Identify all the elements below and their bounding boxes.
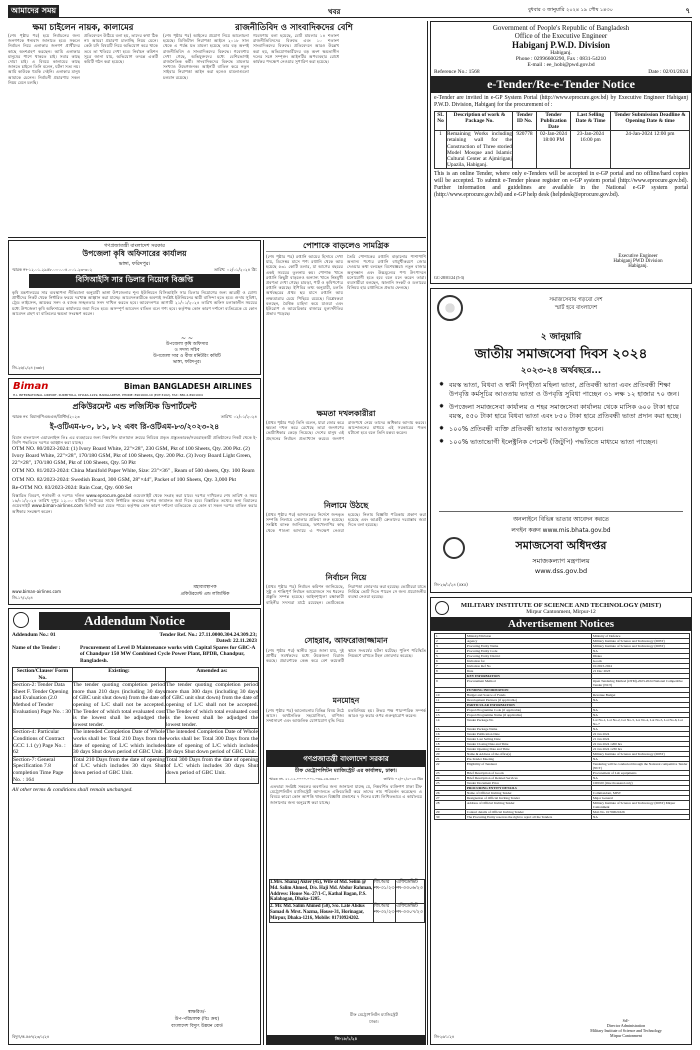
etender-cell: 920778: [513, 131, 537, 169]
body-kalam-2: প্রতিবেদনে উঠিয়ে বলা হয়, তাদের কথা ঠিক না। আমরা প্রচারণা চালাচ্ছি নিয়ম মেনে। কেউ যদি বিষয়টি নিয়ে অভিযোগ করে থাকে তবে তা খতিয়ে দেখা হবে। নির্বাচন কমিশন সূত্রে জানা যায়, অভিযোগ তদন্তে একটি কমিটি গঠন করা হয়েছে।: [84, 33, 158, 65]
mist-cell: 20: [435, 752, 466, 757]
mist-cell: 19: [435, 747, 466, 752]
court-notice: [266, 750, 426, 1045]
addendum-no: Addendum No.: 01: [12, 632, 56, 638]
addendum-table: [12, 667, 259, 784]
mist-cell: NA: [591, 757, 689, 762]
etender-head-sl: SL No: [435, 111, 447, 131]
mist-cell: Invitation Ref No: [465, 664, 591, 669]
addendum-cell: Section-7: General Specification 7.8 completion Time Page No. : 164: [13, 756, 73, 783]
bisc-signer3: উপজেলা সার ও বীজ মনিটরিং কমিটি: [153, 354, 221, 359]
mist-cell: Tender Opening Date and Time: [465, 747, 591, 752]
etender-cell: 23-Jan-2024 16:00 pm: [571, 131, 611, 169]
mist-cell: Military Institute of Science and Technology (MIST): [591, 639, 689, 644]
mist-cell: 11: [435, 698, 466, 703]
social-code: জি-২৬/১/২৪ (৫x৫): [434, 582, 468, 587]
court-gov: গণপ্রজাতন্ত্রী বাংলাদেশ সরকার: [267, 751, 425, 767]
addendum-head-existing: Existing:: [73, 668, 166, 682]
addendum-cell: Section-2: Tender Data Sheet F. Tender Opening and Evaluation (2.0 Method of Tender Evaluation) Page No. : 30: [13, 682, 73, 729]
col2-garments: [266, 240, 426, 406]
mist-cell: Name of Official Inviting Tender: [465, 791, 591, 796]
headline-garments: পোশাকে বাড়লেও সামগ্রিক: [266, 240, 426, 252]
mist-cell: 4: [435, 649, 466, 654]
court-cell: এফিডেভিট নং-৩৩০৭/২৩: [396, 904, 425, 922]
biman-tender-line: ই-ওটিএম-৮০, ৮১, ৮২ এবং রি-ওটিএম-৮৩/২০২৩-২৪: [49, 422, 220, 431]
table-row: [13, 756, 259, 783]
court-cell: এফিডেভিট নং-৩৩০৬/২৩: [396, 880, 425, 904]
mist-cell: 15: [435, 727, 466, 732]
mist-cell: 1: [435, 634, 466, 639]
etender-sign-block: [593, 254, 683, 269]
mist-cell: 1000.00 (One thousand only): [591, 781, 689, 786]
etender-head-sell: Last Selling Date & Time: [571, 111, 611, 131]
biman-signer: মহাব্যবস্থাপক: [193, 585, 217, 590]
social-subtitle: ২০২৩-২৪ অর্থবছরে...: [520, 366, 602, 376]
addendum-footnote: All other terms & conditions shall remain unchanged.: [12, 787, 133, 794]
mist-cell: Tender Document Price: [465, 781, 591, 786]
addendum-ad: [8, 608, 261, 1045]
bisc-office-sub: ভাঙ্গা, ফরিদপুর।: [118, 261, 151, 267]
bisc-signer2: ও সদস্য সচিব: [174, 348, 200, 353]
addendum-cell: The tender quoting completion period more than 300 days (including 30 days of GBC unit shut down) from the date of opening of L/C shall not be accepted. The Tender of which total evaluated cost is the lowest shall be adjudged the lowest tender.: [166, 682, 258, 728]
addendum-head-amended: Amended as:: [166, 668, 259, 682]
biman-address: H.L INTERNATIONAL AIRPORT, KURMITOLA, DHAKA-1229, BANGLADESH, PHONE: 8901600-10 (EXT:3102), FAX: 880-2-8901004: [13, 393, 203, 397]
mist-cell: Name & Address of the office(s): [465, 752, 591, 757]
social-web: www.dss.gov.bd: [534, 567, 588, 575]
social-bullet: বয়স্ক ভাতা, বিধবা ও স্বামী নিগৃহীতা মহিলা ভাতা, প্রতিবন্ধী ভাতা এবং প্রতিবন্ধী শিক্ষা উপবৃত্তি কর্মসূচির আওতায় ভাতা ও উপবৃত্তি সুবিধা পাচ্ছেন ৩১ লক্ষ ১২ হাজার ৭০ জন।: [449, 381, 680, 398]
mist-ad: [430, 597, 692, 1045]
masthead: [8, 4, 692, 18]
mist-cell: Ministry of Defence: [591, 634, 689, 639]
court-cell: 2. Mr. Md. Salim Ahmed (50), S/o. Late Abdus Samad & Mrst. Nazma, House-31, Horinagar, Mirpur, Dhaka-1216, Mobile: 01710924202.: [270, 904, 374, 922]
addendum-signer: স্বাক্ষরিত/-: [188, 1010, 206, 1015]
social-online: অনলাইনে বিভিন্ন ভাতার আবেদন করতে: [512, 516, 610, 523]
social-title: জাতীয় সমাজসেবা দিবস ২০২৪: [474, 346, 648, 362]
mist-cell: 8: [435, 669, 466, 674]
bisc-date: তারিখ: ০২/০১/২০২৪ খ্রি:: [214, 267, 257, 272]
body-power: (প্রথম পৃষ্ঠার পর) তিনি বলেন, যারা জোর করে ক্ষমতা দখল করে রেখেছে তারা জনগণের ভোটাধিকার কেড়ে নিয়েছে। দেশের মানুষ এই প্রহসনের নির্বাচন প্রত্যাখ্যান করবে। জনগণ রাজপথে নেমে তাদের অধিকার আদায় করবে। আন্দোলনের মাধ্যমে এই সরকারের পতন ঘটানো হবে বলে তিনি মন্তব্য করেন।: [266, 420, 426, 441]
mist-cell: 9: [435, 679, 466, 688]
etender-signer3: Habiganj.: [628, 264, 648, 269]
mist-cell: 22 Jan 2024 1200 hrs: [591, 742, 689, 747]
mist-cell: NA: [591, 708, 689, 713]
addendum-cell: The tender quoting completion period more than 210 days (including 30 days of GBC unit shut down) from the date of opening of L/C shall not be accepted. The Tender of which total evaluated cost is the lowest shall be adjudged the lowest tender.: [73, 682, 165, 728]
etender-title: e-Tender/Re-e-Tender Notice: [431, 76, 691, 93]
headline-election: নির্বাচন নিয়ে: [325, 573, 367, 582]
court-cell: জি.আর নং-৩১/২৩: [374, 880, 396, 904]
biman-otm81: OTM NO. 81/2023-2024: China Manifold Paper White, Size: 23"×36" , Ream of 500 sheets, Qty. 100 Ream: [12, 468, 255, 475]
mist-cell: Military Institute of Science and Technology (MIST): [591, 644, 689, 649]
body-monmohon: (শেষ পৃষ্ঠার পর) আলোচনায় বিভিন্ন বিষয় উঠে আসে। অর্থনৈতিক সহযোগিতা, বাণিজ্য সম্প্রসারণ এবং আঞ্চলিক যোগাযোগ বৃদ্ধি নিয়ে মতবিনিময় হয়। উভয় পক্ষ পারস্পরিক সম্পর্ক আরও দৃঢ় করার ওপর গুরুত্বারোপ করেন।: [266, 708, 426, 724]
mist-cell: NA: [591, 698, 689, 703]
etender-body: This is an online Tender, where only e-Tenders will be accepted in e-GP portal and no offline/hard copies will be accepted. To submit e-Tender please register on e-GP system portal (http://www.eprocure.gov.bd). Further information and guidelines are available in the National e-GP system portal (http://www.eprocure.gov.bd) and e-GP help desk (helpdesk@eprocure.gov.bd).: [434, 171, 688, 198]
mist-cell: 24: [435, 776, 466, 781]
social-bullet: ১০০% ভাতাভোগী ইলেক্ট্রনিক পেমেন্ট (জিটুপি) পদ্ধতিতে মাধ্যমে ভাতা পাচ্ছেন।: [449, 438, 658, 446]
list-item: [439, 438, 683, 447]
etender-cell: 24-Jan-2024 12:00 pm: [611, 131, 690, 169]
court-date: তারিখ: ০২/০১/২০২৪ খ্রিঃ: [383, 777, 423, 781]
addendum-cell: The intended Completion Date of Whole works shall be: Total 210 Days from the date of opening of L/C which includes 30 days Shut down period of GBC Unit.: [73, 729, 165, 756]
addendum-sign-block: [142, 1009, 252, 1030]
issue-date: বুধবার ৩ জানুয়ারি ২০২৪ ১৯ পৌষ ১৪৩০: [528, 7, 613, 13]
mist-cell: 7: [435, 664, 466, 669]
biman-code: জি-১৭/১/২৪: [12, 595, 33, 600]
mist-cell: Dhaka: [591, 654, 689, 659]
mist-cell: Project/Programme Name (if applicable): [465, 713, 591, 718]
mist-cell: Ministry/Division: [465, 634, 591, 639]
biman-intro: বিমান বাংলাদেশ এয়ারলাইন্স লিঃ এর ব্যবহারের জন্য নিম্নবর্ণিত মালামাল ক্রয়ের নিমিত্তে প্রকৃত প্রস্তুতকারক/সরবরাহকারী প্রতিষ্ঠানের নিকট থেকে ই-জিপি পদ্ধতিতে দরপত্র আহ্বান করা যাচ্ছে।: [12, 435, 257, 446]
mist-cell: Military Institute of Science and Technology (MIST) Mirpur Cantonment: [591, 801, 689, 810]
body-sohrab: (শেষ পৃষ্ঠার পর) স্থানীয় সূত্রে জানা যায়, দুই প্রার্থীর সমর্থকদের মধ্যে উত্তেজনা বিরাজ করছে। প্রচারণাকে কেন্দ্র করে বেশ কয়েকটি স্থানে সংঘর্ষের ঘটনা ঘটেছে। পুলিশ পরিস্থিতি নিয়ন্ত্রণে রাখতে টহল জোরদার করেছে।: [266, 648, 426, 664]
mist-cell: Agency: [465, 639, 591, 644]
bisc-signer4: ভাঙ্গা, ফরিদপুর।: [172, 360, 202, 365]
bisc-signature: ~ ~: [181, 335, 193, 342]
etender-cell: 02-Jan-2024 18:00 PM: [537, 131, 571, 169]
mist-cell: NA: [591, 649, 689, 654]
etender-head-pub: Tender Publication Date: [537, 111, 571, 131]
bisc-code: জি-২৬/১/২৪ (৩x৮): [12, 365, 45, 370]
mist-cell: 14: [435, 718, 466, 727]
etender-cell: Remaining Works including retaining wall for the Construction of Three storied Model Mosque and Islamic Cultural Center at Ajmiriganj Upazila, Habiganj.: [447, 131, 512, 169]
court-ref: স্মারক নং- ২১.১২.০০০০.০০১.০৩৬.২৩-৩৩৫০: [269, 777, 339, 781]
mist-cell: NA: [591, 713, 689, 718]
mist-signer2: Director Administration: [606, 1023, 646, 1028]
column-rule: [427, 21, 428, 1045]
bisc-signer: উপজেলা কৃষি অফিসার: [165, 342, 209, 347]
row-rule: [8, 237, 426, 238]
table-row: [435, 762, 690, 771]
table-row: [435, 815, 690, 820]
mist-cell: Date: [465, 669, 591, 674]
headline-sohrab: সোহরাব, আফরোজাজ্জামান: [304, 636, 388, 645]
social-bullet: উপজেলা সমাজসেবা কার্যালয় ও শহর সমাজসেবা কার্যালয় থেকে মাসিক ৬০০ টাকা হারে বয়স্ক, ৫৫০ টাকা হারে বিধবা ভাতা এবং ৮৫০ টাকা হারে প্রতিবন্ধী ভাতা প্রদান করা হচ্ছে।: [449, 403, 682, 420]
etender-intro: e-Tender are invited in e-GP System Portal (http://www.eprocure.gov.bd) by Executive Engineer Habiganj P.W.D. Division, Habiganj for the procurement of :: [434, 95, 688, 108]
addendum-signer3: বাংলাদেশ বিদ্যুৎ উন্নয়ন বোর্ড: [171, 1024, 223, 1029]
social-tagline2: স্মার্ট হবে বাংলাদেশ: [554, 305, 598, 311]
body-election: (প্রথম পৃষ্ঠার পর) নির্বাচন কমিশন জানিয়েছে, সুষ্ঠু ও শান্তিপূর্ণ নির্বাচন আয়োজনে সব ধরনের প্রস্তুতি সম্পন্ন হয়েছে। আইনশৃঙ্খলা রক্ষাকারী বাহিনীর সদস্যরা মাঠে রয়েছেন। ভোটকেন্দ্রে নিরাপত্তা জোরদার করা হয়েছে। ভোটাররা যাতে নির্বিঘ্নে ভোট দিতে পারেন সে জন্য প্রয়োজনীয় ব্যবস্থা নেওয়া হয়েছে।: [266, 584, 426, 605]
body-auction: (প্রথম পৃষ্ঠার পর) আদালতের নির্দেশে জব্দকৃত সম্পত্তি নিলামে তোলার প্রক্রিয়া শুরু হয়েছে। সংশ্লিষ্ট ব্যাংক জানিয়েছে, ঋণখেলাপির কাছ থেকে পাওনা আদায়ে এ পদক্ষেপ নেওয়া হয়েছে। নিলাম বিজ্ঞপ্তি পত্রিকায় প্রকাশ করা হয়েছে এবং আগ্রহী ক্রেতাদের দরপ্রস্তাব জমা দিতে বলা হয়েছে।: [266, 512, 426, 533]
mist-cell: Major General: [591, 796, 689, 801]
etender-head-desc: Description of work & Package No.: [447, 111, 513, 131]
body-garments: (শেষ পৃষ্ঠার পর) রপ্তানি আয়ের হিসাবে দেখা যায়, ডিসেম্বর মাসে পণ্য রপ্তানি থেকে আয় হয়েছে ৫৩১ কোটি ডলার, যা আগের বছরের একই সময়ের তুলনায় কম। পোশাক খাতে রপ্তানি কিছুটা বাড়লেও অন্যান্য খাতে নিম্নমুখী প্রবণতা দেখা গেছে। চামড়া, পাট ও কৃষিপণ্যের রপ্তানি কমেছে। ইপিবির তথ্য অনুযায়ী, চলতি অর্থবছরের প্রথম ছয় মাসে রপ্তানি আয় লক্ষ্যমাত্রার চেয়ে পিছিয়ে রয়েছে। বিশ্লেষকরা বলছেন, বৈশ্বিক চাহিদা কমে যাওয়া এবং ইউরোপ ও আমেরিকার বাজারে মূল্যস্ফীতির প্রভাব পড়েছে।: [266, 254, 343, 317]
bisc-ref: স্মারক নং-১২.০১.২৯৫৮.০০০.০৪.০০১.২৩-৩০২: [12, 267, 93, 272]
biman-sign-block: [160, 584, 250, 598]
addendum-head-section: Section/Clause/ Form No.: [13, 668, 73, 682]
mist-signer: Sd/-: [622, 1018, 630, 1023]
biman-web: www.biman-airlines.com: [12, 589, 62, 594]
mist-cell: 29: [435, 810, 466, 815]
addendum-name-value: Procurement of Level D Maintenance works with Capital Spares for GBC-A of Chandpur 150 MW Combined Cycle Power Plant, BPDB, Chandpur, Bangladesh.: [80, 644, 256, 664]
mist-cell: Tender Package No: [465, 718, 591, 727]
mist-cell: The Procuring Entity reserves the right to reject all the Tenders: [465, 815, 591, 820]
headline-politicians: রাজনীতিবিদ ও সাংবাদিকদের বেশি: [235, 23, 353, 33]
biman-logo: Biman: [13, 381, 49, 392]
etender-ad: [430, 21, 692, 284]
mist-cell: Tender Publication Date: [465, 732, 591, 737]
headline-monmohon: মনমোহন: [332, 696, 360, 705]
mist-address: Mirpur Cantonment, Mirpur-12: [526, 609, 596, 615]
table-row: [270, 880, 425, 904]
bisc-gov: গণপ্রজাতন্ত্রী বাংলাদেশ সরকার: [104, 243, 165, 249]
mist-cell: Commandant, MIST: [591, 791, 689, 796]
mist-cell: Designation of Official Inviting Tender: [465, 796, 591, 801]
etender-division: Habiganj P.W.D. Division: [511, 40, 611, 50]
table-row: [435, 718, 690, 727]
court-signer: চীফ মেট্রোপলিটন ম্যাজিস্ট্রেট: [350, 1012, 398, 1017]
mist-cell: Project/Programme Code (if applicable): [465, 708, 591, 713]
mist-cell: Procurement Method: [465, 679, 591, 688]
addendum-signer2: উপ-পরিচালক (বিঃ ক্রয়): [174, 1017, 220, 1022]
body-politicians-2: গবেষণায় বলা হয়েছে, মোট মামলার ১৪ শতাংশ রাজনীতিবিদদের বিরুদ্ধে এবং ১০ শতাংশ সাংবাদিকদের বিরুদ্ধে। প্রতিবেদনে আরও উল্লেখ করা হয়, অভিযোগকারীদের বড় অংশ ক্ষমতাসীন দলের সঙ্গে সম্পৃক্ত। আইনটির অপব্যবহার রোধে কার্যকর পদক্ষেপ নেওয়ার সুপারিশ করা হয়েছে।: [253, 33, 339, 65]
table-row: [13, 729, 259, 756]
biman-name: Biman BANGLADESH AIRLINES: [124, 382, 253, 391]
list-item: [439, 425, 683, 434]
social-ministry: সমাজকল্যাণ মন্ত্রণালয়: [532, 557, 590, 565]
etender-head-id: Tender ID No.: [513, 111, 537, 131]
table-row: [435, 679, 690, 688]
table-row: [270, 904, 425, 922]
col2-election: [266, 572, 426, 634]
etender-table: [434, 111, 690, 170]
etender-date: Date : 02/01/2024: [648, 69, 688, 75]
bisc-dealer-ad: [8, 240, 261, 375]
star-bullet-icon: ✸: [439, 438, 445, 445]
mist-cell: Goods: [591, 659, 689, 664]
mist-cell: 26: [435, 791, 466, 796]
govt-emblem-icon: [437, 295, 463, 321]
biman-otm83: Re-OTM NO. 83/2023-2024: Rain Coat, Qty. 600 Set: [12, 485, 133, 492]
addendum-title: Addendum Notice: [39, 612, 230, 630]
etender-code: GC-28/01/24 (5-3): [434, 275, 465, 280]
star-bullet-icon: ✸: [439, 403, 445, 410]
mist-cell: Procuring Entity District: [465, 654, 591, 659]
mist-cell: PARTICULAR INFORMATION: [465, 703, 591, 708]
addendum-cell: Total 210 Days from the date of opening of L/C which includes 30 days Shut down period of GBC Unit.: [73, 756, 166, 783]
col2-auction: [266, 500, 426, 570]
mist-cell: Procuring Entity Code: [465, 649, 591, 654]
column-rule: [263, 240, 264, 1045]
body-kalam: (শেষ পৃষ্ঠার পর) হয়ে নির্বাচনের জন্য জনগণকে ধন্যবাদ জানাতে হবে। সকলে নির্বাচন নিয়ে এলাকার জনগণ প্রার্থীদের কাছে অংশগ্রহণ করছেন। আমি এলাকার মানুষের পাশে থাকতে চাই। সবার কাছে দোয়া চাই। এ বিষয়ে কালামের কাছে জানতে চাইলে তিনি বলেন, ঘটনা সত্য নয়। আমি কাউকে হুমকি দেইনি। এলাকার মানুষ আমাকে চেনেন। নির্বাচনী প্রচারণায় সকল নিয়ম মেনে চলছি।: [8, 33, 80, 85]
court-table: [269, 879, 425, 923]
mist-cell: 27: [435, 796, 466, 801]
mist-cell: NA: [591, 776, 689, 781]
mist-signer3: Military Institute of Science and Technology: [590, 1028, 662, 1033]
mist-cell: 6: [435, 659, 466, 664]
social-ad: [430, 288, 692, 593]
mist-cell: NA: [591, 727, 689, 732]
mist-cell: Brief Description of Goods: [465, 771, 591, 776]
mist-cell: Pre-Tender Meeting: [465, 757, 591, 762]
list-item: [439, 381, 683, 399]
mist-cell: Development Partners (if applicable): [465, 698, 591, 703]
body-politicians: (শেষ পৃষ্ঠার পর) আইনের প্রয়োগ নিয়ে আলোচনা হয়েছে। ডিজিটাল নিরাপত্তা আইনে ২০১৮ সাল থেকে এ পর্যন্ত যত মামলা হয়েছে তার বড় অংশই রাজনীতিবিদ ও সাংবাদিকদের বিরুদ্ধে। গবেষণায় দেখা গেছে, অভিযুক্তদের মধ্যে বেশিরভাগই রাজনৈতিক কর্মী। সাংবাদিকদের বিরুদ্ধে মামলার সংখ্যাও উদ্বেগজনক। আইনটি বাতিল করে নতুন সাইবার নিরাপত্তা আইন করা হলেও মামলাগুলো চলমান রয়েছে।: [163, 33, 249, 80]
mist-title: Advertisement Notices: [431, 617, 691, 631]
mist-cell: 21: [435, 757, 466, 762]
social-online2: লগইন করুন www.mis.bhata.gov.bd: [511, 527, 611, 534]
headline-kalam: ক্ষমা চাইলেন নায়ক, কালামের: [32, 23, 134, 33]
bisc-office: উপজেলা কৃষি অফিসারের কার্যালয়: [82, 249, 187, 258]
social-bullet: ১০০% প্রতিবন্ধী ব্যক্তি প্রতিবন্ধী ভাতার আওতাভুক্ত হবেন।: [449, 425, 604, 433]
court-cell: 1.Mrs. Shanaj Akter (45), Wife of Md. Selim @ Md. Salim Ahmed, D/o. Haji Md. Abdur Rahman, Address: House No.-27/1-C, Kathal Bagan, P.S. Kalabagan, Dhaka-1205.: [270, 880, 373, 903]
biman-otm82: OTM NO. 82/2023-2024: Swedish Board, 300 GSM, 28"×44", Packet of 100 Sheets, Qty. 3,000 Pkt: [12, 476, 237, 483]
col2-monmohon: [266, 696, 426, 746]
mist-sign-block: [571, 1018, 681, 1038]
mist-cell: Tender Package Name: [465, 727, 591, 732]
bisc-body: কৃষি মন্ত্রণালয়ের সার ব্যবস্থাপনা নীতিমালা অনুযায়ী ভাঙ্গা উপজেলার শূন্য ইউনিয়নে বিসিআইসি সার ডিলার নিয়োগের জন্য আগ্রহী ও যোগ্য প্রার্থীদের নিকট থেকে নির্ধারিত ফরমে দরখাস্ত আহ্বান করা যাচ্ছে। আবেদনকারীকে অবশ্যই সংশ্লিষ্ট ইউনিয়নের স্থায়ী বাসিন্দা হতে হবে। গুদাম সুবিধা, ট্রেড লাইসেন্স, আয়কর সনদ ও ব্যাংক সচ্ছলতার সনদ দাখিল করতে হবে। আবেদনপত্র আগামী ২১/০১/২০২৪ তারিখ অফিস চলাকালীন সময়ের মধ্যে উপজেলা কৃষি অফিসারের কার্যালয়ে জমা দিতে হবে। অসম্পূর্ণ আবেদন বাতিল বলে গণ্য হবে। কর্তৃপক্ষ কোন কারণ দর্শানো ব্যতিরেকে যে কোন আবেদন গ্রহণ বা বাতিলের ক্ষমতা সংরক্ষণ করেন।: [12, 290, 257, 316]
mist-cell: 21 Dec 2023: [591, 669, 689, 674]
mist-cell: Lot No-1, Lot No-2, Lot No-3, Lot No-4, Lot No-5, Lot No-6, Lot No-7: [591, 718, 689, 727]
biman-otm80: OTM NO. 80/2023-2024: (1) Ivory Board White, 22"×28", 230 GSM, Pkt of 100 Sheets, Qty. 200 Pkt. (2) Ivory Board White, 22"×28", 170/180 GSM, Pkt of 100 Sheets, Qty. 200 Pkt. (3) Ivory Board Light Green, 22"×28", 170/180 GSM, Pkt of 100 Sheets, Qty. 50 Pkt: [12, 446, 252, 466]
biman-body: বিস্তারিত বিবরণ, শর্তাবলী ও দরপত্র দলিল www.eprocure.gov.bd ওয়েবসাইট থেকে সংগ্রহ করা যাবে। দরপত্র দাখিলের শেষ তারিখ ও সময় ১৬/০১/২০২৪ তারিখ দুপুর ১২.০০ ঘটিকা। দরপত্রের সাথে নির্ধারিত অংকের দরপত্র জামানত জমা দিতে হবে। বিস্তারিত তথ্যের জন্য বিমানের ওয়েবসাইট www.biman-airlines.com ভিজিট করা যেতে পারে। কর্তৃপক্ষ কোন কারণ দর্শানো ব্যতিরেকে যে কোন বা সকল দরপত্র বাতিল করার অধিকার সংরক্ষণ করেন।: [12, 492, 257, 514]
mist-cell: 23: [435, 771, 466, 776]
social-date: ২ জানুয়ারি: [540, 332, 582, 342]
court-title: চীফ মেট্রোপলিটন ম্যাজিস্ট্রেট এর কার্যালয়, ঢাকা।: [295, 768, 397, 774]
table-row: [435, 801, 690, 810]
etender-signer2: Habiganj PWD Division: [613, 259, 663, 264]
headline-power: ক্ষমতা দখলকারীরা: [316, 409, 376, 418]
etender-gov: Government of People's Republic of Bangladesh: [492, 24, 630, 32]
paper-name: আমাদের সময়: [8, 5, 59, 18]
bisc-sign-block: [132, 336, 242, 366]
social-tagline: সমাজসেবায় গড়বো দেশ: [549, 297, 603, 303]
mist-cell: Open Tendering Method (OTM)-2023-2024 National Competitive Tender (NCT): [591, 679, 689, 688]
col2-sohrab: [266, 636, 426, 694]
addendum-name-label: Name of the Tender :: [12, 644, 61, 651]
etender-phone: Phone : 02996600290, Fax : 0831-54210: [515, 56, 607, 62]
biman-ad: [8, 378, 261, 605]
col2-power: [266, 408, 426, 498]
mist-cell: Address of Official Inviting Tender: [465, 801, 591, 810]
mist-signer4: Mirpur Cantonment: [610, 1033, 642, 1038]
mist-cell: Procuring Entity Name: [465, 644, 591, 649]
mist-cell: 01/2023-2024: [591, 664, 689, 669]
etender-ref: Reference No.: 1568: [434, 69, 480, 75]
mist-cell: 30: [435, 815, 466, 820]
mist-cell: 16: [435, 732, 466, 737]
page-number: ৭: [685, 7, 690, 15]
table-row: [13, 682, 259, 729]
mist-cell: Mob No. 01769021626: [591, 810, 689, 815]
mist-table: [434, 633, 690, 820]
mist-cell: 17: [435, 737, 466, 742]
addendum-cell: Total 300 Days from the date of opening of L/C which includes 30 days Shut down period of GBC Unit.: [166, 756, 259, 783]
mist-cell: 12: [435, 708, 466, 713]
addendum-cell: The intended Completion Date of Whole works shall be: Total 300 Days from the date of opening of L/C which includes 30 days Shut down period of GBC Unit.: [166, 729, 258, 756]
court-intro: এতদ্বারা সংশ্লিষ্ট সকলের অবগতির জন্য জানানো যাচ্ছে যে, নিম্নবর্ণিত ব্যক্তিগণ ঢাকা চীফ মেট্রোপলিটন ম্যাজিস্ট্রেট আদালতে এফিডেভিট করে তাদের নাম পরিবর্তন করেছেন। এ বিষয়ে কারো কোন আপত্তি থাকলে বিজ্ঞপ্তি প্রকাশের ৭ দিনের মধ্যে লিখিতভাবে এ কার্যালয়ে জানানোর জন্য অনুরোধ করা যাচ্ছে।: [270, 784, 422, 805]
mist-cell: 22 Jan 2024 1230 hrs: [591, 747, 689, 752]
mist-logo-icon: [435, 601, 449, 615]
mist-cell: 2: [435, 639, 466, 644]
court-cell: জি.আর নং-৩২/২৩: [374, 904, 396, 922]
biman-title: প্রকিউরমেন্ট এন্ড লজিস্টিক ডিপার্টমেন্ট: [72, 402, 197, 411]
mist-cell: 28: [435, 801, 466, 810]
addendum-code: বিদ্যুৎ/ক-৫৬৭/২৩/১/২৪: [12, 1034, 50, 1039]
mist-cell: Tender Last Selling Date: [465, 737, 591, 742]
mist-cell: KEY INFORMATION: [465, 674, 591, 679]
court-code: জি-১৮/১/২৪: [267, 1035, 425, 1044]
social-dept: সমাজসেবা অধিদপ্তর: [515, 539, 607, 552]
mist-cell: PROCURING ENTITY DETAILS: [465, 786, 591, 791]
mist-cell: Tendering will be conducted through the National competitive Tender (NCT): [591, 762, 689, 771]
list-item: [439, 403, 683, 421]
mist-code: জি-২৬/১/২৪: [434, 1035, 455, 1039]
court-sign-block: [329, 1012, 419, 1026]
biman-ref: স্মারক নং: বিমান/পিএন্ডএল/প্রিন্টিং/২০২৩: [12, 414, 80, 419]
mist-cell: 5: [435, 654, 466, 659]
addendum-cell: Section-4: Particular Conditions of Contract GCC 1.1 (y) Page No. : 62: [13, 729, 73, 756]
mist-cell: Eligibility of Tenderer: [465, 762, 591, 771]
mist-name: MILITARY INSTITUTE OF SCIENCE AND TECHNOLOGY (MIST): [460, 602, 662, 609]
mist-cell: NA: [591, 815, 689, 820]
biman-date: তারিখ: ০২/০১/২০২৪: [220, 414, 257, 419]
addendum-emblem: [13, 612, 29, 628]
mist-cell: 22: [435, 762, 466, 771]
section-label: খবর: [328, 8, 341, 16]
mist-cell: 13: [435, 713, 466, 718]
etender-office: Office of the Executive Engineer: [514, 32, 608, 40]
mist-cell: Procurement of Lab equipments: [591, 771, 689, 776]
headline-auction: নিলামে উঠছে: [323, 501, 369, 510]
star-bullet-icon: ✸: [439, 425, 445, 432]
mist-cell: Invitation for: [465, 659, 591, 664]
mist-cell: Brief Description of Related Services: [465, 776, 591, 781]
addendum-tender-date: Dated: 22.11.2023: [216, 638, 257, 645]
mist-cell: Revenue Budget: [591, 693, 689, 698]
etender-cell: 1: [435, 131, 447, 169]
mist-cell: 25: [435, 781, 466, 786]
body-garments-2: তৈরি পোশাকের রপ্তানি বাড়ানোর পাশাপাশি অন্যান্য পণ্যের রপ্তানি বহুমুখীকরণে জোর দেওয়ার কথা বলছেন বিশেষজ্ঞরা। নতুন বাজার অনুসন্ধান এবং উচ্চমূল্যের পণ্য উৎপাদনে মনোযোগী হতে হবে বলে মনে করেন তারা। ব্যবসায়ীরা বলছেন, জ্বালানি সংকট ও ডলারের বিনিময় হার রপ্তানিতে প্রভাব ফেলছে।: [347, 254, 426, 291]
etender-signer: Executive Engineer: [618, 254, 658, 259]
col1-politics: [163, 21, 425, 236]
biman-signer2: প্রকিউরমেন্ট এন্ড লজিস্টিক: [180, 592, 230, 597]
star-bullet-icon: ✸: [439, 381, 445, 388]
mist-cell: 18: [435, 742, 466, 747]
etender-city: Habiganj.: [550, 50, 572, 56]
mist-cell: Military Institute of Science and Technology (MIST): [591, 752, 689, 757]
etender-email: E-mail : ee_hobi@pwd.gov.bd: [527, 62, 595, 68]
bisc-title: বিসিআইসি সার ডিলার নিয়োগ বিজ্ঞপ্তি: [29, 274, 240, 288]
mist-cell: Contact details of Official Inviting Tender: [465, 810, 591, 815]
mist-cell: 21 Jan 2024: [591, 737, 689, 742]
etender-head-sub: Tender Submission Deadline & Opening Date & time: [611, 111, 690, 131]
mist-cell: Tender Closing Date and Time: [465, 742, 591, 747]
table-row: [435, 131, 690, 169]
mist-cell: 3: [435, 644, 466, 649]
mist-cell: 22 Jan 2024: [591, 732, 689, 737]
addendum-tender-ref: Tender Ref. No.: 27.11.0000.304.24.309.23;: [159, 632, 257, 638]
mist-cell: Budget and Source of Funds: [465, 693, 591, 698]
mist-cell: FUNDING INFORMATION: [465, 688, 591, 693]
mist-cell: 10: [435, 693, 466, 698]
court-signer2: ঢাকা।: [369, 1019, 379, 1024]
